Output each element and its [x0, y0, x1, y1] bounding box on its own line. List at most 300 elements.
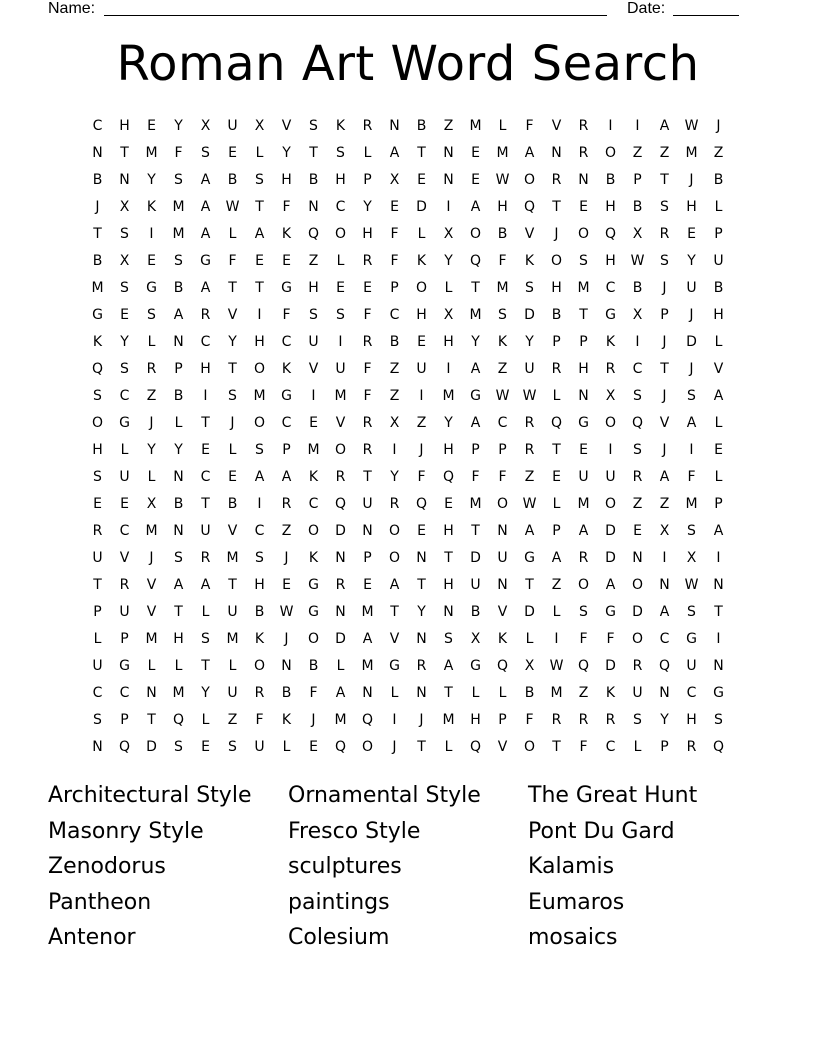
grid-letter[interactable]: C — [281, 414, 292, 431]
grid-letter[interactable]: T — [660, 360, 669, 377]
grid-letter[interactable]: V — [146, 603, 157, 620]
grid-letter[interactable]: H — [443, 333, 454, 350]
grid-letter[interactable]: L — [552, 387, 561, 404]
grid-letter[interactable]: S — [255, 441, 264, 458]
grid-letter[interactable]: L — [147, 468, 156, 485]
grid-letter[interactable]: O — [334, 441, 347, 458]
grid-letter[interactable]: R — [551, 711, 562, 728]
grid-letter[interactable]: S — [174, 549, 183, 566]
grid-letter[interactable]: I — [203, 387, 208, 404]
grid-letter[interactable]: H — [281, 171, 292, 188]
grid-letter[interactable]: M — [469, 117, 482, 134]
grid-letter[interactable]: L — [228, 441, 237, 458]
grid-letter[interactable]: B — [470, 603, 481, 620]
grid-letter[interactable]: P — [390, 279, 399, 296]
grid-letter[interactable]: G — [605, 603, 616, 620]
grid-letter[interactable]: G — [119, 414, 130, 431]
grid-letter[interactable]: A — [362, 630, 373, 647]
grid-letter[interactable]: R — [362, 252, 373, 269]
grid-letter[interactable]: H — [308, 279, 319, 296]
grid-letter[interactable]: U — [254, 738, 265, 755]
grid-letter[interactable]: C — [389, 306, 400, 323]
grid-letter[interactable]: L — [228, 225, 237, 242]
grid-letter[interactable]: O — [253, 414, 266, 431]
grid-letter[interactable]: B — [497, 225, 508, 242]
grid-letter[interactable]: U — [200, 522, 211, 539]
grid-letter[interactable]: U — [578, 468, 589, 485]
grid-letter[interactable]: A — [524, 522, 535, 539]
grid-letter[interactable]: S — [633, 711, 642, 728]
grid-letter[interactable]: E — [228, 468, 237, 485]
grid-letter[interactable]: S — [93, 387, 102, 404]
grid-letter[interactable]: X — [389, 414, 400, 431]
grid-letter[interactable]: P — [714, 495, 723, 512]
grid-letter[interactable]: V — [524, 225, 535, 242]
grid-letter[interactable]: X — [632, 225, 643, 242]
grid-letter[interactable]: D — [632, 603, 643, 620]
grid-letter[interactable]: C — [335, 198, 346, 215]
grid-letter[interactable]: T — [201, 657, 210, 674]
grid-letter[interactable]: E — [363, 279, 372, 296]
grid-letter[interactable]: Q — [523, 198, 536, 215]
grid-letter[interactable]: E — [471, 144, 480, 161]
grid-letter[interactable]: G — [119, 657, 130, 674]
grid-letter[interactable]: V — [281, 117, 292, 134]
grid-letter[interactable]: H — [497, 198, 508, 215]
grid-letter[interactable]: C — [254, 522, 265, 539]
grid-letter[interactable]: A — [173, 306, 184, 323]
grid-letter[interactable]: R — [578, 144, 589, 161]
grid-letter[interactable]: T — [93, 225, 102, 242]
grid-letter[interactable]: X — [119, 252, 130, 269]
grid-letter[interactable]: B — [173, 387, 184, 404]
grid-letter[interactable]: U — [497, 549, 508, 566]
grid-letter[interactable]: J — [311, 711, 316, 728]
grid-letter[interactable]: S — [498, 306, 507, 323]
grid-letter[interactable]: S — [336, 144, 345, 161]
grid-letter[interactable]: T — [201, 414, 210, 431]
grid-letter[interactable]: V — [146, 576, 157, 593]
grid-letter[interactable]: P — [714, 225, 723, 242]
grid-letter[interactable]: C — [92, 117, 103, 134]
grid-letter[interactable]: R — [200, 306, 211, 323]
grid-letter[interactable]: X — [146, 495, 157, 512]
grid-letter[interactable]: R — [254, 684, 265, 701]
grid-letter[interactable]: P — [174, 360, 183, 377]
grid-letter[interactable]: Z — [443, 117, 454, 134]
grid-letter[interactable]: A — [335, 684, 346, 701]
grid-letter[interactable]: R — [686, 738, 697, 755]
grid-letter[interactable]: P — [471, 441, 480, 458]
grid-letter[interactable]: A — [470, 414, 481, 431]
grid-letter[interactable]: Y — [390, 468, 399, 485]
grid-letter[interactable]: K — [92, 333, 103, 350]
grid-letter[interactable]: O — [631, 630, 644, 647]
grid-letter[interactable]: M — [172, 684, 185, 701]
grid-letter[interactable]: M — [496, 279, 509, 296]
grid-letter[interactable]: N — [416, 549, 427, 566]
grid-letter[interactable]: N — [416, 684, 427, 701]
grid-letter[interactable]: Q — [631, 414, 644, 431]
grid-letter[interactable]: K — [335, 117, 346, 134]
grid-letter[interactable]: A — [254, 468, 265, 485]
grid-letter[interactable]: P — [660, 306, 669, 323]
grid-letter[interactable]: Y — [525, 333, 534, 350]
grid-letter[interactable]: N — [335, 603, 346, 620]
grid-letter[interactable]: G — [308, 576, 319, 593]
grid-letter[interactable]: U — [308, 333, 319, 350]
grid-letter[interactable]: I — [446, 360, 451, 377]
grid-letter[interactable]: Q — [550, 414, 563, 431]
grid-letter[interactable]: E — [579, 441, 588, 458]
grid-letter[interactable]: L — [498, 117, 507, 134]
grid-letter[interactable]: A — [200, 171, 211, 188]
grid-letter[interactable]: L — [390, 684, 399, 701]
grid-letter[interactable]: F — [363, 306, 372, 323]
grid-letter[interactable]: U — [632, 684, 643, 701]
grid-letter[interactable]: E — [309, 414, 318, 431]
grid-letter[interactable]: F — [228, 252, 237, 269]
grid-letter[interactable]: R — [92, 522, 103, 539]
grid-letter[interactable]: R — [416, 657, 427, 674]
grid-letter[interactable]: T — [714, 603, 723, 620]
grid-letter[interactable]: Y — [174, 441, 183, 458]
grid-letter[interactable]: R — [200, 549, 211, 566]
grid-letter[interactable]: Y — [363, 198, 372, 215]
grid-letter[interactable]: E — [417, 333, 426, 350]
grid-letter[interactable]: R — [551, 360, 562, 377]
grid-letter[interactable]: T — [417, 738, 426, 755]
grid-letter[interactable]: N — [416, 630, 427, 647]
grid-letter[interactable]: S — [687, 522, 696, 539]
grid-letter[interactable]: H — [173, 630, 184, 647]
grid-letter[interactable]: L — [174, 414, 183, 431]
grid-letter[interactable]: O — [253, 657, 266, 674]
grid-letter[interactable]: N — [443, 144, 454, 161]
grid-letter[interactable]: X — [443, 306, 454, 323]
grid-letter[interactable]: O — [307, 630, 320, 647]
grid-letter[interactable]: L — [444, 279, 453, 296]
grid-letter[interactable]: O — [469, 225, 482, 242]
grid-letter[interactable]: K — [146, 198, 157, 215]
grid-letter[interactable]: U — [119, 603, 130, 620]
grid-letter[interactable]: K — [605, 333, 616, 350]
grid-letter[interactable]: Y — [120, 333, 129, 350]
grid-letter[interactable]: N — [443, 171, 454, 188]
grid-letter[interactable]: S — [201, 630, 210, 647]
grid-letter[interactable]: E — [363, 576, 372, 593]
grid-letter[interactable]: I — [419, 387, 424, 404]
grid-letter[interactable]: N — [497, 522, 508, 539]
grid-letter[interactable]: Z — [713, 144, 724, 161]
grid-letter[interactable]: R — [362, 441, 373, 458]
grid-letter[interactable]: N — [713, 657, 724, 674]
grid-letter[interactable]: R — [578, 711, 589, 728]
grid-letter[interactable]: M — [550, 684, 563, 701]
grid-letter[interactable]: E — [282, 252, 291, 269]
grid-letter[interactable]: X — [632, 306, 643, 323]
grid-letter[interactable]: N — [146, 684, 157, 701]
grid-letter[interactable]: K — [254, 630, 265, 647]
grid-letter[interactable]: X — [605, 387, 616, 404]
grid-letter[interactable]: O — [334, 225, 347, 242]
grid-letter[interactable]: C — [92, 684, 103, 701]
grid-letter[interactable]: C — [659, 630, 670, 647]
grid-letter[interactable]: Q — [577, 657, 590, 674]
grid-letter[interactable]: G — [92, 306, 103, 323]
grid-letter[interactable]: E — [633, 522, 642, 539]
grid-letter[interactable]: R — [524, 414, 535, 431]
grid-letter[interactable]: S — [174, 252, 183, 269]
grid-letter[interactable]: O — [415, 279, 428, 296]
grid-letter[interactable]: R — [335, 468, 346, 485]
grid-letter[interactable]: Y — [282, 144, 291, 161]
grid-letter[interactable]: D — [686, 333, 697, 350]
grid-letter[interactable]: T — [309, 144, 318, 161]
grid-letter[interactable]: N — [362, 684, 373, 701]
grid-letter[interactable]: I — [257, 306, 262, 323]
grid-letter[interactable]: H — [605, 252, 616, 269]
grid-letter[interactable]: N — [443, 603, 454, 620]
grid-letter[interactable]: T — [471, 279, 480, 296]
grid-letter[interactable]: F — [687, 468, 696, 485]
grid-letter[interactable]: Z — [551, 576, 562, 593]
grid-letter[interactable]: F — [525, 711, 534, 728]
grid-letter[interactable]: N — [578, 171, 589, 188]
grid-letter[interactable]: E — [309, 738, 318, 755]
grid-letter[interactable]: Y — [444, 414, 453, 431]
grid-letter[interactable]: P — [363, 171, 372, 188]
grid-letter[interactable]: T — [660, 171, 669, 188]
grid-letter[interactable]: S — [147, 306, 156, 323]
grid-letter[interactable]: L — [336, 252, 345, 269]
grid-letter[interactable]: N — [92, 738, 103, 755]
grid-letter[interactable]: Q — [469, 252, 482, 269]
grid-letter[interactable]: E — [93, 495, 102, 512]
grid-letter[interactable]: M — [145, 630, 158, 647]
grid-letter[interactable]: Q — [334, 738, 347, 755]
grid-letter[interactable]: V — [497, 603, 508, 620]
grid-letter[interactable]: T — [255, 279, 264, 296]
grid-letter[interactable]: H — [335, 171, 346, 188]
grid-letter[interactable]: Q — [496, 657, 509, 674]
grid-letter[interactable]: J — [554, 225, 559, 242]
grid-letter[interactable]: M — [685, 495, 698, 512]
grid-letter[interactable]: J — [689, 171, 694, 188]
grid-letter[interactable]: D — [335, 522, 346, 539]
grid-letter[interactable]: L — [444, 738, 453, 755]
grid-letter[interactable]: S — [120, 225, 129, 242]
grid-letter[interactable]: A — [686, 414, 697, 431]
grid-letter[interactable]: E — [147, 252, 156, 269]
grid-letter[interactable]: B — [173, 279, 184, 296]
grid-letter[interactable]: J — [284, 630, 289, 647]
grid-letter[interactable]: V — [389, 630, 400, 647]
grid-letter[interactable]: R — [632, 468, 643, 485]
grid-letter[interactable]: Q — [658, 657, 671, 674]
grid-letter[interactable]: U — [119, 468, 130, 485]
grid-letter[interactable]: U — [470, 576, 481, 593]
grid-letter[interactable]: C — [119, 522, 130, 539]
grid-letter[interactable]: H — [686, 198, 697, 215]
grid-letter[interactable]: W — [549, 657, 564, 674]
grid-letter[interactable]: T — [579, 306, 588, 323]
grid-letter[interactable]: J — [149, 414, 154, 431]
grid-letter[interactable]: X — [200, 117, 211, 134]
grid-letter[interactable]: U — [713, 252, 724, 269]
grid-letter[interactable]: R — [551, 171, 562, 188]
grid-letter[interactable]: I — [716, 630, 721, 647]
grid-letter[interactable]: G — [686, 630, 697, 647]
grid-letter[interactable]: V — [227, 306, 238, 323]
grid-letter[interactable]: M — [577, 279, 590, 296]
grid-letter[interactable]: Z — [389, 360, 400, 377]
grid-letter[interactable]: S — [633, 387, 642, 404]
grid-letter[interactable]: K — [308, 468, 319, 485]
grid-letter[interactable]: S — [120, 279, 129, 296]
grid-letter[interactable]: D — [146, 738, 157, 755]
grid-letter[interactable]: Z — [659, 144, 670, 161]
grid-letter[interactable]: K — [605, 684, 616, 701]
grid-letter[interactable]: G — [281, 387, 292, 404]
grid-letter[interactable]: F — [363, 387, 372, 404]
grid-letter[interactable]: L — [552, 495, 561, 512]
grid-letter[interactable]: R — [281, 495, 292, 512]
grid-letter[interactable]: F — [471, 468, 480, 485]
grid-letter[interactable]: M — [145, 522, 158, 539]
grid-letter[interactable]: O — [253, 360, 266, 377]
grid-letter[interactable]: N — [632, 549, 643, 566]
grid-letter[interactable]: L — [471, 684, 480, 701]
grid-letter[interactable]: W — [225, 198, 240, 215]
grid-letter[interactable]: J — [419, 441, 424, 458]
grid-letter[interactable]: B — [632, 279, 643, 296]
grid-letter[interactable]: I — [338, 333, 343, 350]
grid-letter[interactable]: N — [578, 387, 589, 404]
grid-letter[interactable]: J — [662, 441, 667, 458]
grid-letter[interactable]: B — [227, 495, 238, 512]
grid-letter[interactable]: K — [416, 252, 427, 269]
grid-letter[interactable]: U — [362, 495, 373, 512]
grid-letter[interactable]: B — [713, 279, 724, 296]
grid-letter[interactable]: V — [308, 360, 319, 377]
grid-letter[interactable]: U — [227, 684, 238, 701]
grid-letter[interactable]: E — [255, 252, 264, 269]
grid-letter[interactable]: X — [524, 657, 535, 674]
grid-letter[interactable]: Z — [389, 387, 400, 404]
grid-letter[interactable]: W — [495, 387, 510, 404]
grid-letter[interactable]: T — [552, 198, 561, 215]
grid-letter[interactable]: W — [630, 252, 645, 269]
grid-letter[interactable]: T — [120, 144, 129, 161]
grid-letter[interactable]: E — [714, 441, 723, 458]
grid-letter[interactable]: M — [361, 657, 374, 674]
grid-letter[interactable]: X — [686, 549, 697, 566]
grid-letter[interactable]: B — [173, 495, 184, 512]
grid-letter[interactable]: A — [389, 144, 400, 161]
grid-letter[interactable]: M — [469, 495, 482, 512]
grid-letter[interactable]: O — [361, 738, 374, 755]
grid-letter[interactable]: Y — [201, 684, 210, 701]
grid-letter[interactable]: R — [578, 549, 589, 566]
grid-letter[interactable]: C — [632, 360, 643, 377]
grid-letter[interactable]: G — [281, 279, 292, 296]
grid-letter[interactable]: S — [336, 306, 345, 323]
grid-letter[interactable]: M — [334, 711, 347, 728]
grid-letter[interactable]: R — [578, 117, 589, 134]
grid-letter[interactable]: H — [443, 522, 454, 539]
grid-letter[interactable]: X — [254, 117, 265, 134]
grid-letter[interactable]: Y — [174, 117, 183, 134]
grid-letter[interactable]: W — [279, 603, 294, 620]
grid-letter[interactable]: D — [605, 657, 616, 674]
grid-letter[interactable]: M — [496, 144, 509, 161]
grid-letter[interactable]: Z — [308, 252, 319, 269]
grid-letter[interactable]: U — [524, 360, 535, 377]
grid-letter[interactable]: J — [662, 387, 667, 404]
grid-letter[interactable]: O — [307, 522, 320, 539]
grid-letter[interactable]: A — [605, 576, 616, 593]
grid-letter[interactable]: U — [686, 279, 697, 296]
grid-letter[interactable]: T — [363, 468, 372, 485]
grid-letter[interactable]: Z — [281, 522, 292, 539]
grid-letter[interactable]: F — [390, 252, 399, 269]
grid-letter[interactable]: I — [635, 333, 640, 350]
grid-letter[interactable]: R — [605, 360, 616, 377]
grid-letter[interactable]: C — [686, 684, 697, 701]
grid-letter[interactable]: S — [120, 360, 129, 377]
grid-letter[interactable]: N — [497, 576, 508, 593]
grid-letter[interactable]: B — [524, 684, 535, 701]
grid-letter[interactable]: H — [443, 441, 454, 458]
grid-letter[interactable]: L — [714, 468, 723, 485]
grid-letter[interactable]: Y — [147, 441, 156, 458]
grid-letter[interactable]: S — [714, 711, 723, 728]
grid-letter[interactable]: M — [469, 306, 482, 323]
grid-letter[interactable]: Y — [660, 711, 669, 728]
grid-letter[interactable]: A — [200, 576, 211, 593]
grid-letter[interactable]: E — [579, 198, 588, 215]
grid-letter[interactable]: L — [201, 711, 210, 728]
grid-letter[interactable]: Y — [147, 171, 156, 188]
grid-letter[interactable]: O — [388, 522, 401, 539]
grid-letter[interactable]: T — [417, 576, 426, 593]
grid-letter[interactable]: N — [362, 522, 373, 539]
grid-letter[interactable]: X — [389, 171, 400, 188]
grid-letter[interactable]: A — [524, 144, 535, 161]
grid-letter[interactable]: B — [416, 117, 427, 134]
grid-letter[interactable]: I — [554, 630, 559, 647]
grid-letter[interactable]: N — [389, 117, 400, 134]
grid-letter[interactable]: S — [309, 306, 318, 323]
grid-letter[interactable]: F — [498, 468, 507, 485]
grid-letter[interactable]: M — [442, 711, 455, 728]
grid-letter[interactable]: P — [633, 171, 642, 188]
grid-letter[interactable]: Q — [712, 738, 725, 755]
grid-letter[interactable]: X — [119, 198, 130, 215]
grid-letter[interactable]: I — [311, 387, 316, 404]
grid-letter[interactable]: E — [336, 279, 345, 296]
grid-letter[interactable]: A — [281, 468, 292, 485]
grid-letter[interactable]: H — [254, 576, 265, 593]
grid-letter[interactable]: N — [308, 198, 319, 215]
grid-letter[interactable]: T — [444, 684, 453, 701]
grid-letter[interactable]: B — [713, 171, 724, 188]
grid-letter[interactable]: M — [253, 387, 266, 404]
grid-letter[interactable]: D — [335, 630, 346, 647]
grid-letter[interactable]: H — [686, 711, 697, 728]
grid-letter[interactable]: F — [606, 630, 615, 647]
